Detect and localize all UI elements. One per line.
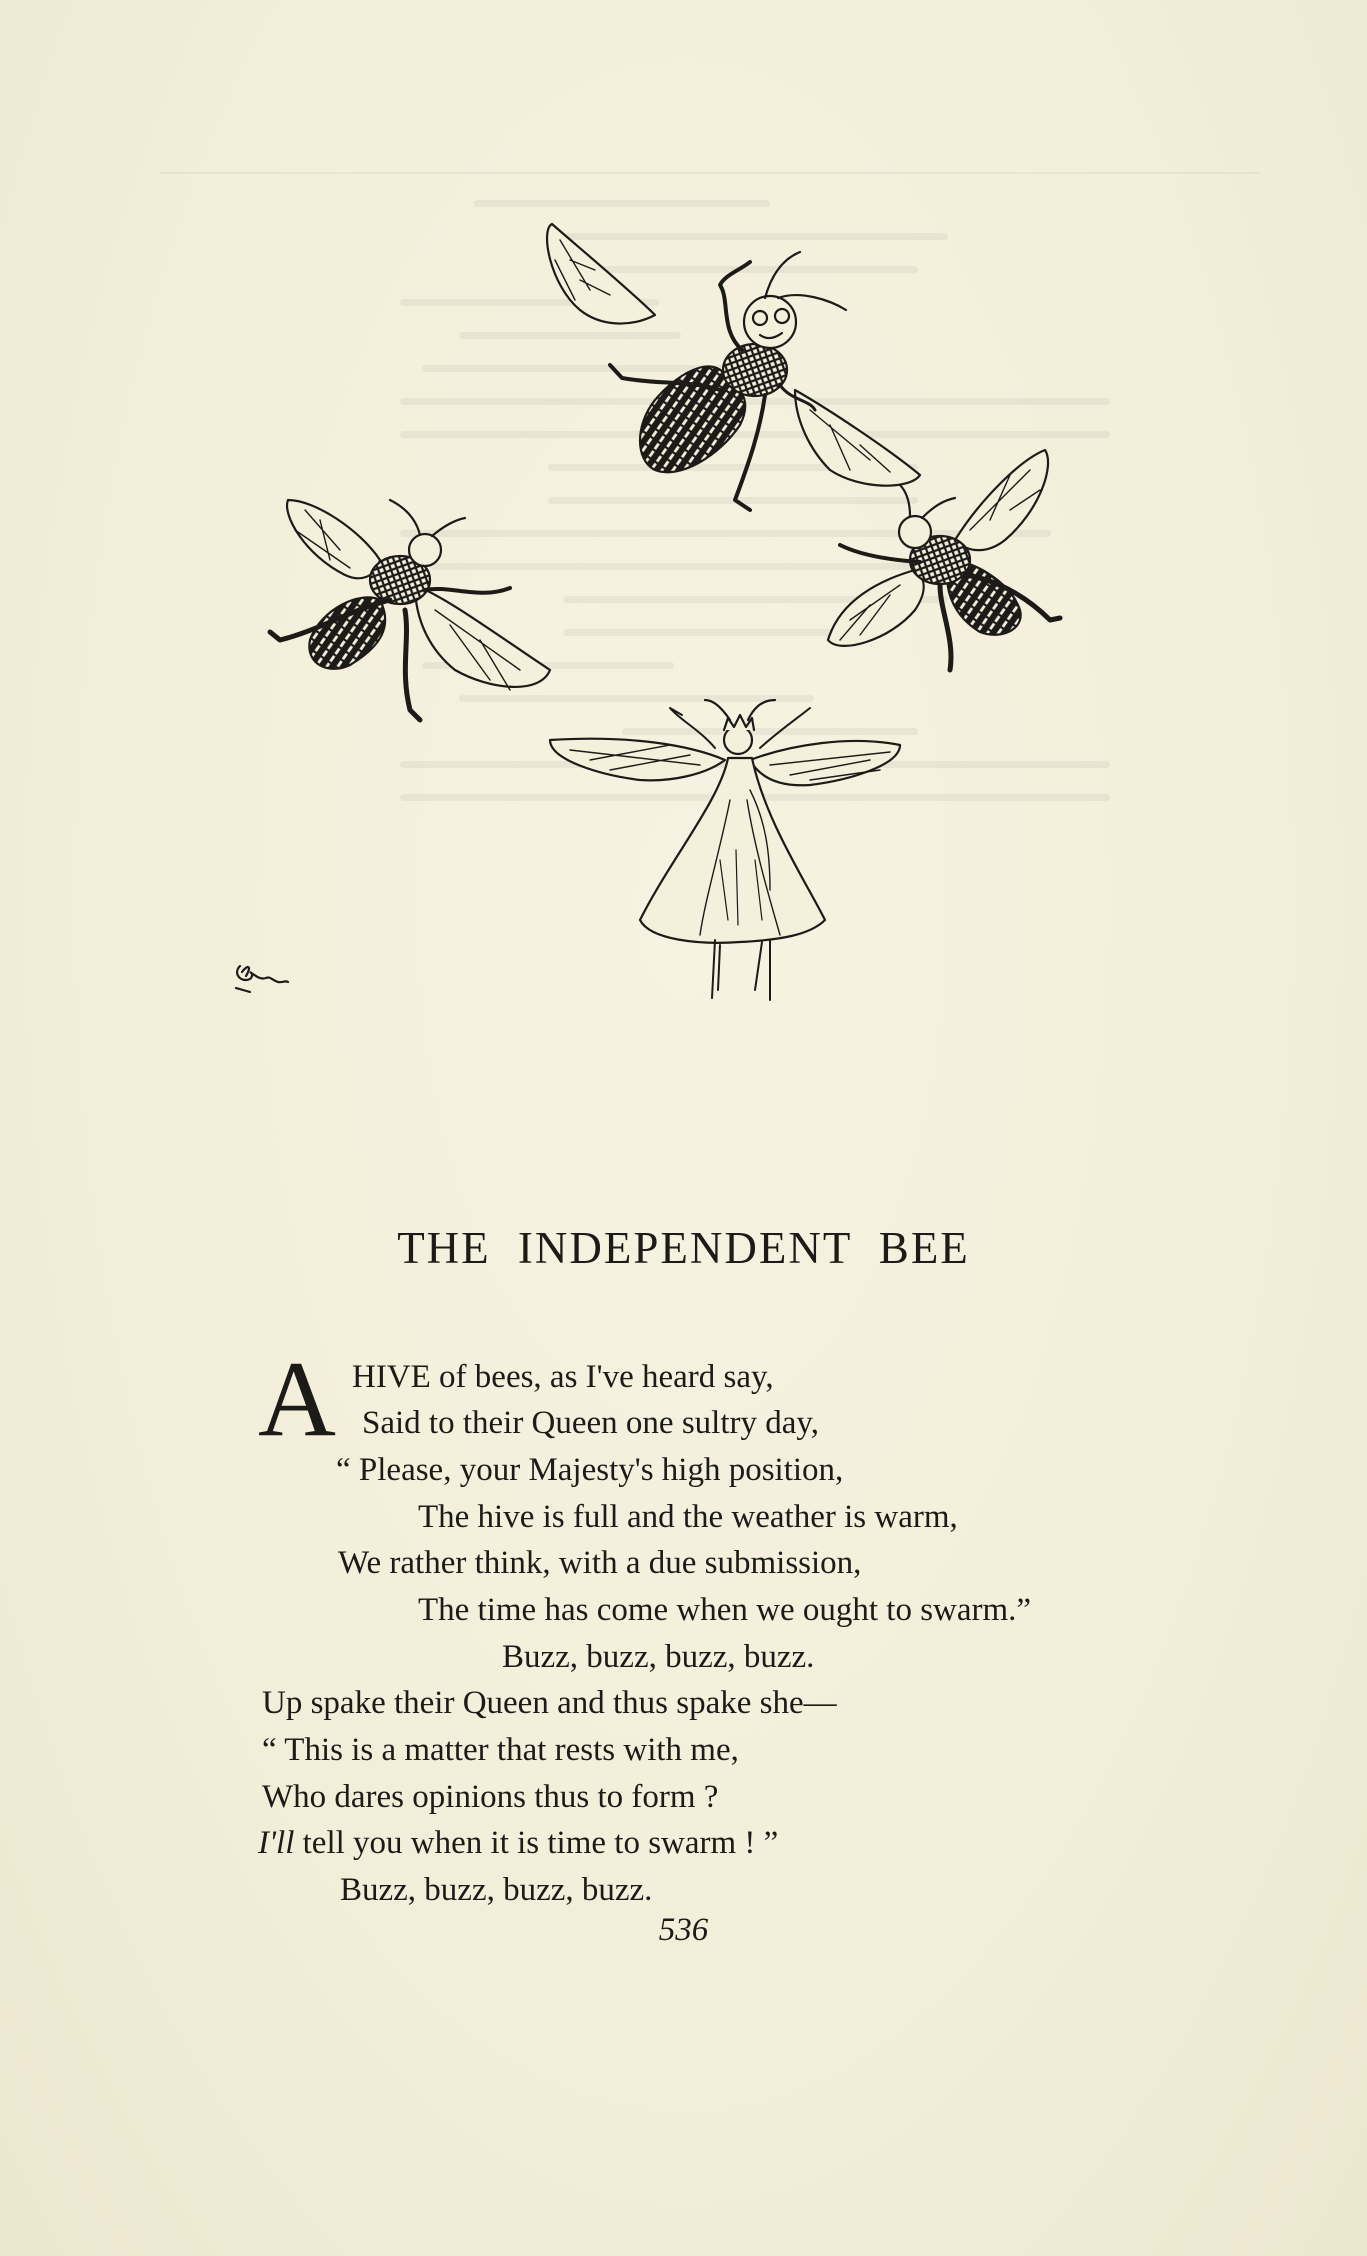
poem-line: Up spake their Queen and thus spake she— xyxy=(262,1685,837,1721)
left-bee-icon xyxy=(270,500,550,720)
page-number: 536 xyxy=(658,1912,709,1948)
poem-line: The hive is full and the weather is warm, xyxy=(418,1499,958,1535)
poem-line xyxy=(258,1823,778,1863)
poem-line: “ Please, your Majesty's high position, xyxy=(336,1452,844,1488)
drop-cap: A xyxy=(258,1340,336,1459)
poem-line: HIVE of bees, as I've heard say, xyxy=(352,1359,774,1395)
poem-line-italic-word: I'll xyxy=(258,1825,295,1861)
show-through-rule xyxy=(160,172,1260,174)
top-bee-icon xyxy=(547,224,920,510)
poem-line: “ This is a matter that rests with me, xyxy=(262,1732,739,1768)
initials-mark-icon xyxy=(232,958,290,998)
poem-title: THE INDEPENDENT BEE xyxy=(397,1223,970,1273)
poem-line-rest: tell you when it is time to swarm ! ” xyxy=(302,1825,779,1861)
poem-line: Buzz, buzz, buzz, buzz. xyxy=(502,1639,815,1675)
bees-illustration xyxy=(250,200,1130,1060)
poem-line: Buzz, buzz, buzz, buzz. xyxy=(340,1872,653,1908)
poem-line: Said to their Queen one sultry day, xyxy=(362,1405,820,1441)
queen-bee-icon xyxy=(550,700,900,1000)
poem-line: We rather think, with a due submission, xyxy=(338,1545,862,1581)
poem-line: Who dares opinions thus to form ? xyxy=(262,1779,719,1815)
poem-line: The time has come when we ought to swarm.” xyxy=(418,1592,1032,1628)
